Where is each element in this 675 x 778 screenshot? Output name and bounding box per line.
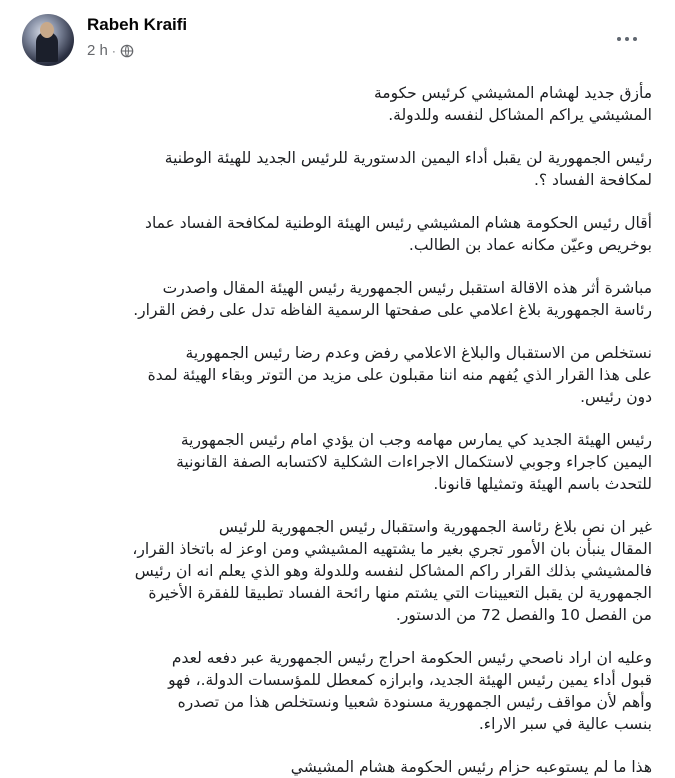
more-options-icon[interactable] — [610, 26, 644, 52]
post-paragraph: نستخلص من الاستقبال والبلاغ الاعلامي رفض وعدم رضا رئيس الجمهورية على هذا القرار الذي يُفهم منه اننا مقبلون على مزيد من التوتر وبقاء الهيئة لمدة دون رئيس. — [147, 344, 652, 406]
post-paragraph: مأزق جديد لهشام المشيشي كرئيس حكومة المشيشي يراكم المشاكل لنفسه وللدولة. — [373, 84, 652, 124]
post-paragraph: مباشرة أثر هذه الاقالة استقبل رئيس الجمهورية رئيس الهيئة المقال واصدرت رئاسة الجمهورية بلاغ اعلامي على صفحتها الرسمية الفاظه تدل على رفض القرار. — [133, 279, 652, 319]
post-paragraph: وعليه ان اراد ناصحي رئيس الحكومة احراج رئيس الجمهورية عبر دفعه لعدم قبول أداء يمين رئيس الهيئة الجديد، وابرازه كمعطل للمؤسسات الدولة.، فهو وأهم لأن مواقف رئيس الجمهورية مسنودة شعبيا ونستخلص هذا من تصدره بنسب عالية في سبر الاراء. — [168, 649, 652, 733]
post-paragraph: أقال رئيس الحكومة هشام المشيشي رئيس الهيئة الوطنية لمكافحة الفساد عماد بوخريص وعيّن مكانه عماد بن الطالب. — [145, 214, 652, 254]
author-avatar[interactable] — [22, 14, 74, 66]
post-paragraph: رئيس الهيئة الجديد كي يمارس مهامه وجب ان يؤدي امام رئيس الجمهورية اليمين كاجراء وجوبي لاستكمال الاجراءات الشكلية لاكتسابه الصفة القانونية للتحدث باسم الهيئة وتمثيلها قانونا. — [176, 431, 652, 493]
post-header — [0, 0, 675, 72]
meta-separator: · — [111, 43, 116, 58]
post-paragraph: رئيس الجمهورية لن يقبل أداء اليمين الدستورية للرئيس الجديد للهيئة الوطنية لمكافحة الفساد ؟. — [164, 149, 652, 189]
globe-icon[interactable] — [120, 44, 134, 58]
post-paragraph: غير ان نص بلاغ رئاسة الجمهورية واستقبال رئيس الجمهورية للرئيس المقال ينبأن بان الأمور تجري بغير ما يشتهيه المشيشي ومن اوعز له باتخاذ القرار، فالمشيشي بذلك القرار راكم المشاكل لنفسه وللدولة وهو الذي يعلم انه ان رئيس الجمهورية لن يقبل التعيينات التي يشتم منها رائحة الفساد تطبيقا للفقرة الأخيرة من الفصل 10 والفصل 72 من الدستور. — [132, 518, 652, 624]
post-meta — [87, 42, 134, 59]
avatar-face — [40, 22, 54, 38]
post-time[interactable]: 2 h — [87, 42, 108, 59]
author-name[interactable]: Rabeh Kraifi — [87, 15, 188, 34]
post-body — [12, 82, 652, 778]
post-paragraph: هذا ما لم يستوعبه حزام رئيس الحكومة هشام المشيشي — [290, 758, 652, 776]
